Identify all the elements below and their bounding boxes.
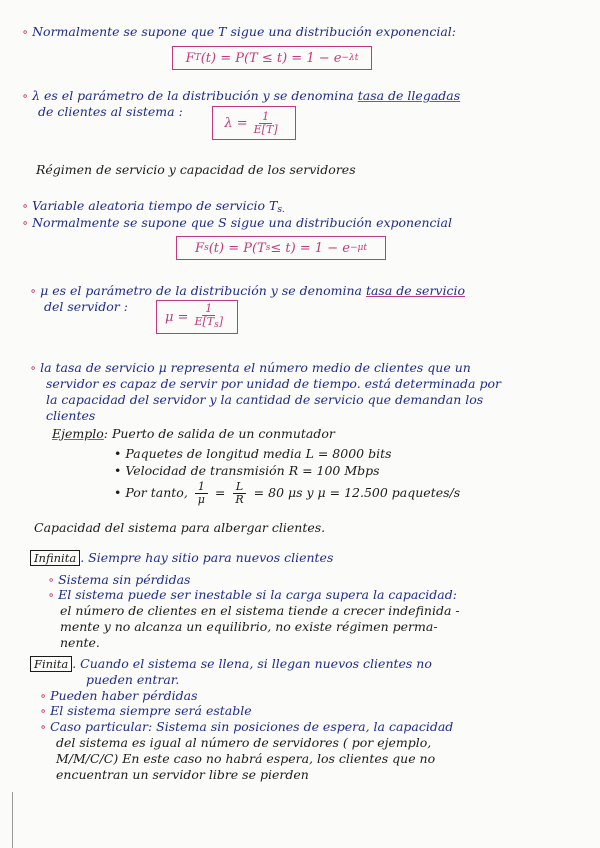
bullet-icon: ∘: [40, 703, 51, 718]
notes-text: Pueden haber pérdidas: [50, 688, 198, 703]
section-heading-service: Régimen de servicio y capacidad de los servidores: [36, 162, 356, 177]
notes-text: mente y no alcanza un equilibrio, no existe régimen perma-: [60, 619, 438, 634]
section-heading-capacity: Capacidad del sistema para albergar clientes.: [34, 520, 326, 535]
bullet-item: [22, 88, 460, 103]
notes-text: encuentran un servidor libre se pierden: [56, 767, 309, 782]
bullet-item: [114, 446, 392, 461]
example-line: Ejemplo: Puerto de salida de un conmutador: [52, 426, 335, 441]
notes-text: la capacidad del servidor y la cantidad de servicio que demandan los: [46, 392, 484, 407]
bullet-icon: ∘: [40, 719, 51, 734]
formula-box-service-cdf: F s (t) = P(T s ≤ t) = 1 − e −μt: [176, 236, 386, 260]
notes-text: del servidor :: [44, 299, 128, 314]
notes-text: μ es el parámetro de la distribución y se denomina: [40, 283, 362, 298]
notes-text: Velocidad de transmisión R = 100 Mbps: [125, 463, 380, 478]
bullet-item: • Por tanto, $\frac{1}{\mu}$ = $\frac{L}{R}$ = 80 μs y μ = 12.500 paquetes/s: [114, 480, 461, 506]
bullet-item: [22, 215, 452, 230]
bullet-icon: ∘: [30, 283, 41, 298]
notes-text: pueden entrar.: [86, 672, 180, 687]
term-arrival-rate: tasa de llegadas: [357, 88, 461, 103]
bullet-icon: •: [114, 446, 126, 461]
notes-text: El sistema siempre será estable: [50, 703, 252, 718]
tag-finite: Finita: [30, 656, 72, 672]
bullet-item: [22, 24, 456, 39]
bullet-icon: ∘: [22, 198, 33, 213]
bullet-item: [40, 703, 252, 718]
bullet-item: [40, 719, 453, 734]
bullet-icon: ∘: [30, 360, 41, 375]
notes-text: Sistema sin pérdidas: [58, 572, 191, 587]
notes-text: El sistema puede ser inestable si la carga supera la capacidad:: [58, 587, 457, 602]
notes-text: . Cuando el sistema se llena, si llegan nuevos clientes no: [72, 656, 432, 671]
bullet-icon: ∘: [22, 88, 33, 103]
formula-box-arrivals-cdf: F T (t) = P(T ≤ t) = 1 − e −λt: [172, 46, 372, 70]
infinite-capacity-line: [30, 550, 333, 566]
bullet-icon: ∘: [22, 215, 33, 230]
notes-text: Paquetes de longitud media L = 8000 bits: [125, 446, 392, 461]
tag-infinite: Infinita: [30, 550, 80, 566]
notes-text: servidor es capaz de servir por unidad de tiempo. está determinada por: [46, 376, 501, 391]
formula-box-lambda: λ = $\frac{1}{E[T]}$: [212, 106, 296, 140]
bullet-item: [40, 688, 198, 703]
bullet-icon: ∘: [22, 24, 33, 39]
bullet-item: [48, 587, 457, 602]
notes-text: del sistema es igual al número de servidores ( por ejemplo,: [56, 735, 432, 750]
term-service-rate: tasa de servicio: [365, 283, 465, 298]
bullet-icon: ∘: [48, 572, 59, 587]
notes-text: nente.: [60, 635, 100, 650]
bullet-icon: •: [114, 485, 126, 500]
bullet-item: [48, 572, 190, 587]
finite-capacity-line: [30, 656, 432, 672]
notes-text: Normalmente se supone que T sigue una distribución exponencial:: [32, 24, 456, 39]
example-label: Ejemplo: [52, 426, 104, 441]
notes-text: de clientes al sistema :: [38, 104, 183, 119]
bullet-item: ∘ Variable aleatoria tiempo de servicio $T_{s.}$: [22, 198, 285, 215]
bullet-item: [30, 360, 471, 375]
bullet-icon: •: [114, 463, 126, 478]
notes-text: λ es el parámetro de la distribución y se denomina: [32, 88, 354, 103]
notes-text: M/M/C/C) En este caso no habrá espera, los clientes que no: [56, 751, 436, 766]
notes-text: clientes: [46, 408, 96, 423]
notes-text: el número de clientes en el sistema tiende a crecer indefinida -: [60, 603, 460, 618]
bullet-item: [114, 463, 380, 478]
notes-text: Caso particular: Sistema sin posiciones de espera, la capacidad: [50, 719, 454, 734]
page-margin-line: [12, 792, 13, 848]
bullet-icon: ∘: [48, 587, 59, 602]
notes-text: Normalmente se supone que S sigue una distribución exponencial: [32, 215, 453, 230]
notes-text: . Siempre hay sitio para nuevos clientes: [80, 550, 334, 565]
bullet-icon: ∘: [40, 688, 51, 703]
bullet-item: [30, 283, 465, 298]
notes-text: la tasa de servicio μ representa el número medio de clientes que un: [40, 360, 471, 375]
formula-box-mu: μ = $\frac{1}{E[T_s]}$: [156, 300, 238, 334]
